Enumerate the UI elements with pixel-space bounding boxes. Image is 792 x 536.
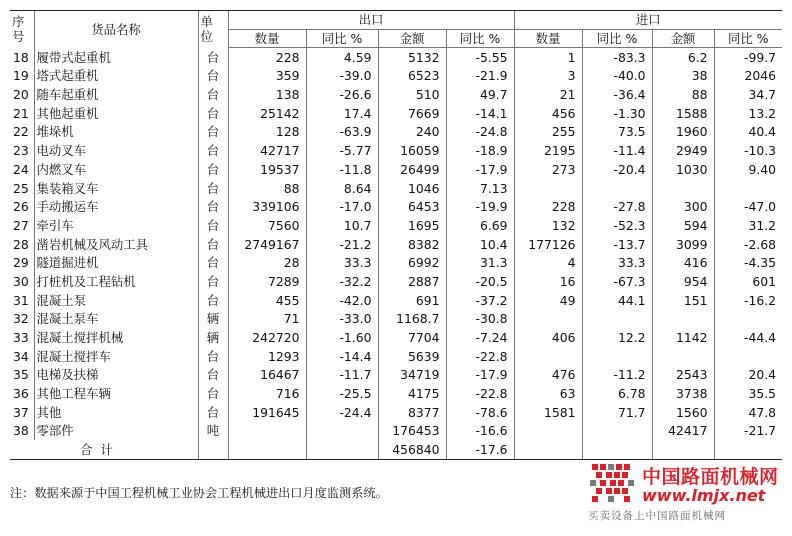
export-qty: 88 (228, 179, 306, 198)
import-amount: 3099 (652, 235, 714, 254)
header-unit: 单位 (198, 11, 228, 48)
export-qty-yoy: -42.0 (306, 291, 378, 310)
table-row (10, 422, 782, 441)
row-seq: 30 (13, 273, 29, 289)
export-amount-yoy: -21.9 (446, 67, 514, 86)
export-amount-yoy: -7.24 (446, 328, 514, 347)
row-seq: 34 (13, 348, 29, 364)
total-export-qty-yoy (306, 440, 378, 459)
export-amount-yoy: -16.6 (446, 422, 514, 441)
export-amount: 7669 (378, 104, 446, 123)
import-amount: 1560 (652, 403, 714, 422)
export-amount: 1168.7 (378, 310, 446, 329)
table-row (10, 347, 782, 366)
import-amount-yoy: -10.3 (714, 141, 782, 160)
import-amount: 151 (652, 291, 714, 310)
export-qty: 1293 (228, 347, 306, 366)
row-unit: 辆 (198, 328, 228, 347)
import-amount: 1142 (652, 328, 714, 347)
table-row (10, 253, 782, 272)
row-name: 混凝土搅拌机械 (34, 328, 198, 347)
row-unit: 台 (198, 85, 228, 104)
export-amount-yoy: -20.5 (446, 272, 514, 291)
import-qty-yoy: -20.4 (582, 160, 652, 179)
row-seq: 38 (13, 423, 29, 439)
import-amount: 3738 (652, 384, 714, 403)
table-row (10, 291, 782, 310)
import-qty: 4 (514, 253, 582, 272)
import-qty (514, 179, 582, 198)
total-unit (198, 440, 228, 459)
import-qty-yoy: -27.8 (582, 197, 652, 216)
row-seq: 32 (13, 311, 29, 327)
export-qty-yoy: -24.4 (306, 403, 378, 422)
table-row (10, 85, 782, 104)
table-row (10, 160, 782, 179)
row-seq: 21 (13, 105, 29, 121)
import-qty: 21 (514, 85, 582, 104)
export-qty-yoy: -17.0 (306, 197, 378, 216)
export-qty-yoy: 17.4 (306, 104, 378, 123)
export-amount: 1046 (378, 179, 446, 198)
import-amount: 2543 (652, 366, 714, 385)
export-amount-yoy: -14.1 (446, 104, 514, 123)
export-amount-yoy: 49.7 (446, 85, 514, 104)
export-qty-yoy: -32.2 (306, 272, 378, 291)
row-seq: 37 (13, 404, 29, 420)
import-amount-yoy: -4.35 (714, 253, 782, 272)
table-row (10, 328, 782, 347)
export-qty: 42717 (228, 141, 306, 160)
import-amount-yoy (714, 347, 782, 366)
export-qty: 71 (228, 310, 306, 329)
total-export-qty (228, 440, 306, 459)
import-amount: 42417 (652, 422, 714, 441)
export-qty: 19537 (228, 160, 306, 179)
export-qty-yoy: -14.4 (306, 347, 378, 366)
import-amount-yoy (714, 310, 782, 329)
export-amount-yoy: -24.8 (446, 123, 514, 142)
export-amount-yoy: -22.8 (446, 347, 514, 366)
import-amount: 88 (652, 85, 714, 104)
export-qty: 28 (228, 253, 306, 272)
table-row (10, 235, 782, 254)
row-name: 混凝土泵车 (34, 310, 198, 329)
import-qty: 456 (514, 104, 582, 123)
import-qty-yoy: -40.0 (582, 67, 652, 86)
import-amount-yoy: 34.7 (714, 85, 782, 104)
row-unit: 台 (198, 123, 228, 142)
row-seq: 19 (13, 68, 29, 84)
export-qty: 228 (228, 48, 306, 67)
row-seq: 20 (13, 87, 29, 103)
lmjx-logo-icon (588, 460, 636, 504)
header-export-amount: 金额 (378, 29, 446, 48)
table-row (10, 384, 782, 403)
export-qty-yoy: 4.59 (306, 48, 378, 67)
export-amount: 4175 (378, 384, 446, 403)
import-qty-yoy: -83.3 (582, 48, 652, 67)
row-name: 集装箱叉车 (34, 179, 198, 198)
row-unit: 吨 (198, 422, 228, 441)
export-amount: 6992 (378, 253, 446, 272)
import-qty-yoy: 44.1 (582, 291, 652, 310)
export-qty: 339106 (228, 197, 306, 216)
export-amount: 6453 (378, 197, 446, 216)
import-qty: 273 (514, 160, 582, 179)
table-header (10, 11, 782, 48)
export-amount: 2887 (378, 272, 446, 291)
import-amount: 1030 (652, 160, 714, 179)
export-qty-yoy (306, 422, 378, 441)
row-unit: 台 (198, 384, 228, 403)
table-row (10, 67, 782, 86)
total-export-amount: 456840 (378, 440, 446, 459)
import-amount-yoy: 9.40 (714, 160, 782, 179)
export-amount: 510 (378, 85, 446, 104)
import-amount: 1588 (652, 104, 714, 123)
row-name: 其他起重机 (34, 104, 198, 123)
export-amount: 176453 (378, 422, 446, 441)
row-name: 零部件 (34, 422, 198, 441)
header-seq: 序号 (10, 11, 34, 48)
export-amount-yoy: 10.4 (446, 235, 514, 254)
import-amount: 1960 (652, 123, 714, 142)
header-import-qty-yoy: 同比 % (582, 29, 652, 48)
export-amount: 8377 (378, 403, 446, 422)
import-qty: 228 (514, 197, 582, 216)
table-row (10, 104, 782, 123)
export-amount: 1695 (378, 216, 446, 235)
import-amount-yoy: -99.7 (714, 48, 782, 67)
import-qty: 406 (514, 328, 582, 347)
import-qty-yoy: 33.3 (582, 253, 652, 272)
export-amount-yoy: 31.3 (446, 253, 514, 272)
import-qty: 3 (514, 67, 582, 86)
import-amount: 300 (652, 197, 714, 216)
header-name: 货品名称 (34, 11, 198, 48)
import-amount: 2949 (652, 141, 714, 160)
export-qty: 25142 (228, 104, 306, 123)
import-amount-yoy: -21.7 (714, 422, 782, 441)
row-unit: 台 (198, 235, 228, 254)
import-amount-yoy: 35.5 (714, 384, 782, 403)
import-qty-yoy: -1.30 (582, 104, 652, 123)
export-qty-yoy: 33.3 (306, 253, 378, 272)
row-unit: 台 (198, 179, 228, 198)
import-qty-yoy (582, 310, 652, 329)
export-amount-yoy: -19.9 (446, 197, 514, 216)
import-amount: 416 (652, 253, 714, 272)
export-amount: 26499 (378, 160, 446, 179)
row-unit: 台 (198, 253, 228, 272)
row-seq: 33 (13, 330, 29, 346)
import-qty: 255 (514, 123, 582, 142)
row-unit: 台 (198, 160, 228, 179)
export-amount-yoy: -30.8 (446, 310, 514, 329)
row-unit: 台 (198, 347, 228, 366)
row-name: 打桩机及工程钻机 (34, 272, 198, 291)
row-seq: 18 (13, 49, 29, 65)
export-qty (228, 422, 306, 441)
import-qty-yoy: -52.3 (582, 216, 652, 235)
row-unit: 台 (198, 403, 228, 422)
import-qty-yoy: 12.2 (582, 328, 652, 347)
trade-table (10, 10, 782, 460)
export-qty-yoy: -25.5 (306, 384, 378, 403)
row-seq: 27 (13, 217, 29, 233)
import-qty: 49 (514, 291, 582, 310)
import-qty: 63 (514, 384, 582, 403)
export-amount: 34719 (378, 366, 446, 385)
export-amount-yoy: -37.2 (446, 291, 514, 310)
export-amount: 6523 (378, 67, 446, 86)
watermark-slogan: 买卖设备上中国路面机械网 (588, 510, 726, 522)
row-name: 手动搬运车 (34, 197, 198, 216)
row-unit: 台 (198, 141, 228, 160)
header-import: 进口 (514, 11, 782, 30)
row-name: 凿岩机械及风动工具 (34, 235, 198, 254)
table-row (10, 403, 782, 422)
row-seq: 29 (13, 255, 29, 271)
import-amount-yoy: 13.2 (714, 104, 782, 123)
import-amount-yoy: 2046 (714, 67, 782, 86)
import-amount-yoy: 47.8 (714, 403, 782, 422)
export-amount-yoy: -78.6 (446, 403, 514, 422)
watermark-cn-text: 中国路面机械网 (642, 466, 779, 488)
row-seq: 22 (13, 124, 29, 140)
table-row (10, 179, 782, 198)
trade-table-container (10, 10, 782, 460)
export-amount-yoy: -18.9 (446, 141, 514, 160)
export-amount: 5639 (378, 347, 446, 366)
import-amount-yoy: 601 (714, 272, 782, 291)
row-seq: 35 (13, 367, 29, 383)
import-amount: 38 (652, 67, 714, 86)
import-qty: 476 (514, 366, 582, 385)
export-amount-yoy: -17.9 (446, 366, 514, 385)
export-qty: 2749167 (228, 235, 306, 254)
import-qty-yoy: -13.7 (582, 235, 652, 254)
export-qty: 128 (228, 123, 306, 142)
row-name: 其他 (34, 403, 198, 422)
table-row (10, 366, 782, 385)
row-unit: 台 (198, 48, 228, 67)
export-qty-yoy: -21.2 (306, 235, 378, 254)
import-qty: 1 (514, 48, 582, 67)
row-unit: 台 (198, 104, 228, 123)
total-import-qty (514, 440, 582, 459)
export-amount: 16059 (378, 141, 446, 160)
total-export-amount-yoy: -17.6 (446, 440, 514, 459)
row-seq: 36 (13, 386, 29, 402)
import-amount-yoy (714, 179, 782, 198)
import-qty: 177126 (514, 235, 582, 254)
export-qty: 242720 (228, 328, 306, 347)
export-qty: 7560 (228, 216, 306, 235)
import-amount (652, 310, 714, 329)
import-qty-yoy (582, 179, 652, 198)
export-amount-yoy: -5.55 (446, 48, 514, 67)
export-amount-yoy: -22.8 (446, 384, 514, 403)
import-amount-yoy: 20.4 (714, 366, 782, 385)
import-qty-yoy: -11.4 (582, 141, 652, 160)
import-qty-yoy (582, 347, 652, 366)
table-row (10, 141, 782, 160)
row-name: 堆垛机 (34, 123, 198, 142)
row-name: 电动叉车 (34, 141, 198, 160)
export-qty-yoy: 8.64 (306, 179, 378, 198)
import-qty: 2195 (514, 141, 582, 160)
row-unit: 台 (198, 67, 228, 86)
export-qty-yoy: -5.77 (306, 141, 378, 160)
row-name: 混凝土泵 (34, 291, 198, 310)
import-amount: 594 (652, 216, 714, 235)
header-export-qty: 数量 (228, 29, 306, 48)
export-qty: 359 (228, 67, 306, 86)
export-amount: 5132 (378, 48, 446, 67)
export-amount-yoy: -17.9 (446, 160, 514, 179)
header-import-amount: 金额 (652, 29, 714, 48)
header-export-amount-yoy: 同比 % (446, 29, 514, 48)
import-qty-yoy: -11.2 (582, 366, 652, 385)
export-qty-yoy: -11.8 (306, 160, 378, 179)
total-label: 合计 (10, 440, 198, 459)
row-seq: 23 (13, 143, 29, 159)
row-seq: 25 (13, 180, 29, 196)
export-qty: 138 (228, 85, 306, 104)
export-qty: 716 (228, 384, 306, 403)
row-unit: 辆 (198, 310, 228, 329)
row-seq: 24 (13, 161, 29, 177)
export-qty-yoy: -33.0 (306, 310, 378, 329)
export-qty-yoy: -1.60 (306, 328, 378, 347)
import-qty (514, 310, 582, 329)
import-amount-yoy: 40.4 (714, 123, 782, 142)
import-amount-yoy: 31.2 (714, 216, 782, 235)
import-amount-yoy: -47.0 (714, 197, 782, 216)
table-row (10, 197, 782, 216)
export-amount: 7704 (378, 328, 446, 347)
header-import-qty: 数量 (514, 29, 582, 48)
export-qty-yoy: -11.7 (306, 366, 378, 385)
import-qty-yoy: -36.4 (582, 85, 652, 104)
import-amount (652, 179, 714, 198)
row-seq: 26 (13, 199, 29, 215)
table-row (10, 272, 782, 291)
row-name: 其他工程车辆 (34, 384, 198, 403)
export-amount-yoy: 7.13 (446, 179, 514, 198)
export-amount-yoy: 6.69 (446, 216, 514, 235)
export-qty-yoy: -26.6 (306, 85, 378, 104)
row-unit: 台 (198, 197, 228, 216)
import-amount-yoy: -44.4 (714, 328, 782, 347)
header-export: 出口 (228, 11, 514, 30)
table-row (10, 216, 782, 235)
import-qty (514, 347, 582, 366)
header-export-qty-yoy: 同比 % (306, 29, 378, 48)
export-qty: 455 (228, 291, 306, 310)
row-name: 随车起重机 (34, 85, 198, 104)
import-qty-yoy: 73.5 (582, 123, 652, 142)
watermark (586, 456, 786, 528)
table-row (10, 48, 782, 67)
row-name: 电梯及扶梯 (34, 366, 198, 385)
row-seq: 28 (13, 236, 29, 252)
import-qty (514, 422, 582, 441)
import-qty-yoy: 6.78 (582, 384, 652, 403)
import-amount: 6.2 (652, 48, 714, 67)
import-qty: 16 (514, 272, 582, 291)
row-name: 牵引车 (34, 216, 198, 235)
import-qty-yoy (582, 422, 652, 441)
import-amount-yoy: -2.68 (714, 235, 782, 254)
row-unit: 台 (198, 216, 228, 235)
import-amount: 954 (652, 272, 714, 291)
watermark-url-link[interactable]: www.lmjx.net (642, 486, 766, 505)
export-qty: 7289 (228, 272, 306, 291)
header-import-amount-yoy: 同比 % (714, 29, 782, 48)
export-qty-yoy: -63.9 (306, 123, 378, 142)
table-body (10, 48, 782, 459)
row-name: 履带式起重机 (34, 48, 198, 67)
export-amount: 8382 (378, 235, 446, 254)
footnote: 注：数据来源于中国工程机械工业协会工程机械进出口月度监测系统。 (10, 486, 388, 500)
row-name: 隧道掘进机 (34, 253, 198, 272)
export-qty-yoy: -39.0 (306, 67, 378, 86)
export-amount: 691 (378, 291, 446, 310)
import-qty-yoy: 71.7 (582, 403, 652, 422)
row-name: 塔式起重机 (34, 67, 198, 86)
row-seq: 31 (13, 292, 29, 308)
table-row (10, 123, 782, 142)
import-qty: 132 (514, 216, 582, 235)
table-row (10, 310, 782, 329)
export-qty: 191645 (228, 403, 306, 422)
row-name: 内燃叉车 (34, 160, 198, 179)
row-name: 混凝土搅拌车 (34, 347, 198, 366)
export-amount: 240 (378, 123, 446, 142)
import-qty-yoy: -67.3 (582, 272, 652, 291)
import-qty: 1581 (514, 403, 582, 422)
row-unit: 台 (198, 366, 228, 385)
row-unit: 台 (198, 291, 228, 310)
import-amount-yoy: -16.2 (714, 291, 782, 310)
row-unit: 台 (198, 272, 228, 291)
export-qty: 16467 (228, 366, 306, 385)
export-qty-yoy: 10.7 (306, 216, 378, 235)
import-amount (652, 347, 714, 366)
